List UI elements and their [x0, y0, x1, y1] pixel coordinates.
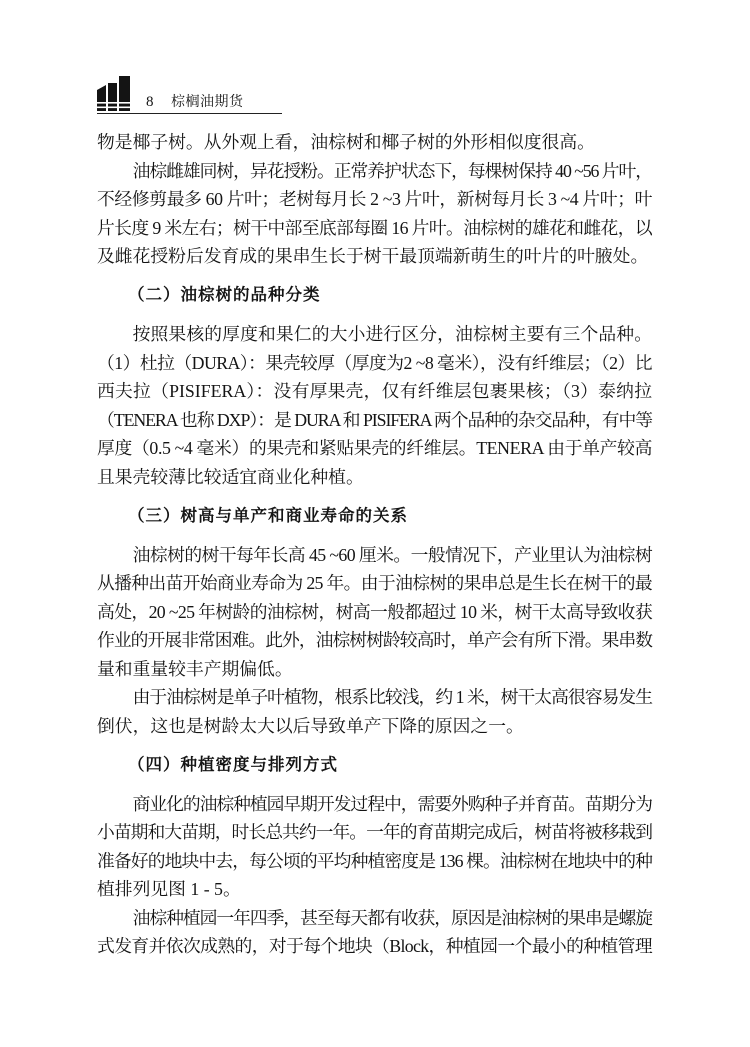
paragraph-line: 小苗期和大苗期，时长总共约一年。一年的育苗期完成后，树苗将被移栽到 [97, 822, 652, 842]
paragraph [97, 683, 652, 740]
paragraph [97, 790, 652, 904]
running-header [97, 76, 297, 116]
paragraph [97, 320, 652, 491]
paragraph-line: 量和重量较丰产期偏低。 [97, 658, 293, 679]
section-heading-text: （四）种植密度与排列方式 [128, 754, 338, 774]
paragraph-line: 由于油棕树是单子叶植物，根系比较浅，约 1 米，树干太高很容易发生 [132, 687, 652, 707]
paragraph-line: 商业化的油棕种植园早期开发过程中，需要外购种子并育苗。苗期分为 [132, 793, 652, 814]
header-rule [97, 113, 282, 114]
paragraph-line: 高处，20 ~25 年树龄的油棕树，树高一般都超过 10 米，树干太高导致收获 [97, 601, 652, 622]
paragraph-line: 及雌花授粉后发育成的果串生长于树干最顶端新萌生的叶片的叶腋处。 [97, 246, 649, 266]
paragraph-line: 植排列见图 1 - 5。 [97, 879, 241, 899]
paragraph-line: （TENERA 也称 DXP）：是 DURA 和 PISIFERA 两个品种的杂交品种，有中等 [97, 409, 652, 430]
paragraph-line: 油棕雌雄同树，异花授粉。正常养护状态下，每棵树保持 40 ~56 片叶， [132, 160, 652, 181]
paragraph [97, 157, 652, 271]
section-heading-text: （三）树高与单产和商业寿命的关系 [128, 505, 408, 525]
section-heading [97, 751, 652, 780]
section-heading [97, 502, 652, 531]
paragraph-line: 按照果核的厚度和果仁的大小进行区分，油棕树主要有三个品种。 [132, 324, 652, 344]
section-heading-text: （二）油棕树的品种分类 [128, 285, 321, 304]
paragraph-line: 不经修剪最多 60 片叶；老树每月长 2 ~3 片叶，新树每月长 3 ~4 片叶；叶 [97, 189, 652, 209]
paragraph-line: 倒伏，这也是树龄太大以后导致单产下降的原因之一。 [97, 715, 524, 736]
paragraph-line: （1）杜拉（DURA）：果壳较厚（厚度为2 ~8 毫米），没有纤维层；（2）比 [97, 352, 652, 373]
paragraph-line: 准备好的地块中去，每公顷的平均种植密度是 136 棵。油棕树在地块中的种 [97, 850, 652, 871]
paragraph [97, 541, 652, 684]
page-number: 8 [146, 94, 154, 110]
section-heading [97, 281, 652, 310]
paragraph-line: 物是椰子树。从外观上看，油棕树和椰子树的外形相似度很高。 [97, 132, 595, 152]
paragraph-line: 厚度（0.5 ~4 毫米）的果壳和紧贴果壳的纤维层。TENERA 由于单产较高 [97, 438, 652, 458]
paragraph-line: 油棕树的树干每年长高 45 ~60 厘米。一般情况下，产业里认为油棕树 [132, 544, 652, 565]
paragraph-line: 作业的开展非常困难。此外，油棕树树龄较高时，单产会有所下滑。果串数 [97, 630, 652, 650]
paragraph [97, 904, 652, 961]
paragraph-line: 式发育并依次成熟的，对于每个地块（Block，种植园一个最小的种植管理 [97, 936, 652, 956]
paragraph-line: 且果壳较薄比较适宜商业化种植。 [97, 466, 364, 487]
running-title: 棕榈油期货 [171, 94, 244, 110]
paragraph-line: 片长度 9 米左右；树干中部至底部每圈 16 片叶。油棕树的雄花和雌花，以 [97, 217, 652, 238]
paragraph-line: 西夫拉（PISIFERA）：没有厚果壳，仅有纤维层包裹果核；（3）泰纳拉 [97, 381, 652, 401]
paragraph [97, 128, 652, 157]
page-body [97, 128, 652, 961]
bar-chart-icon [97, 76, 131, 111]
paragraph-line: 油棕种植园一年四季，甚至每天都有收获，原因是油棕树的果串是螺旋 [132, 907, 652, 928]
paragraph-line: 从播种出苗开始商业寿命为 25 年。由于油棕树的果串总是生长在树干的最 [97, 573, 652, 593]
